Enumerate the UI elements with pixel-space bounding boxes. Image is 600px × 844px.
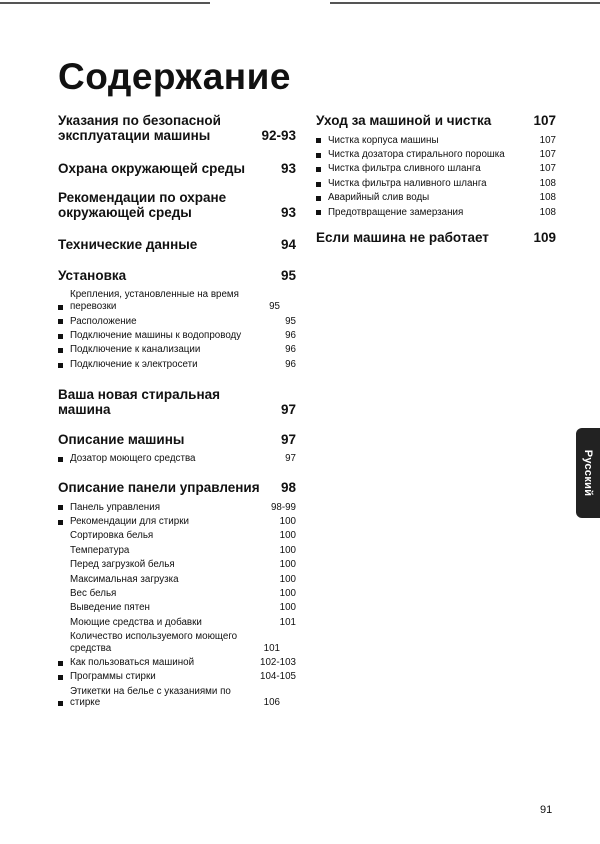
toc-item (316, 190, 556, 204)
toc-item-list (58, 451, 296, 465)
bullet-spacer (58, 557, 70, 571)
bullet-square-icon (316, 146, 328, 160)
toc-item (58, 313, 296, 327)
bullet-spacer (58, 628, 70, 654)
toc-item-page: 102-103 (260, 657, 296, 669)
toc-item (316, 175, 556, 189)
bullet-square-icon (316, 190, 328, 204)
toc-right-column (316, 113, 556, 245)
toc-item-text: Программы стирки (70, 671, 156, 683)
toc-item-text: Как пользоваться машиной (70, 657, 195, 669)
toc-item-page: 100 (279, 530, 296, 542)
bullet-square-icon (58, 683, 70, 709)
toc-item (58, 451, 296, 465)
toc-item-page: 101 (263, 642, 280, 654)
toc-item-page: 100 (279, 602, 296, 614)
bullet-spacer (58, 600, 70, 614)
toc-section-page: 107 (533, 113, 556, 128)
toc-section-page: 109 (533, 230, 556, 246)
bullet-square-icon (58, 654, 70, 668)
toc-section-title: Если машина не работает (316, 230, 489, 246)
bullet-square-icon (316, 175, 328, 189)
toc-section-page: 98 (280, 479, 296, 495)
toc-item-page: 101 (279, 616, 296, 628)
toc-item-text: Подключение к канализации (70, 344, 201, 356)
bullet-square-icon (58, 287, 70, 313)
toc-item-page: 100 (279, 573, 296, 585)
toc-item-page: 106 (263, 697, 280, 709)
toc-section-title: Установка (58, 268, 127, 283)
language-tab (576, 428, 600, 518)
toc-section (316, 113, 556, 128)
toc-section (58, 237, 296, 252)
toc-section (58, 268, 296, 283)
toc-section (58, 480, 296, 495)
toc-item-page: 108 (539, 192, 556, 204)
toc-item-text: Перед загрузкой белья (70, 559, 175, 571)
top-rule-left (0, 2, 210, 4)
bullet-square-icon (58, 313, 70, 327)
toc-left-column (58, 113, 296, 709)
toc-item-text: Чистка дозатора стирального порошка (328, 148, 505, 160)
toc-item (58, 499, 296, 513)
toc-item (316, 146, 556, 160)
bullet-spacer (58, 542, 70, 556)
toc-item (58, 571, 296, 585)
toc-item-page: 95 (285, 315, 296, 327)
toc-item-page: 97 (285, 453, 296, 465)
toc-item-text: Дозатор моющего средства (70, 453, 196, 465)
bullet-square-icon (58, 669, 70, 683)
toc-section (58, 113, 296, 143)
bullet-square-icon (58, 513, 70, 527)
bullet-square-icon (316, 132, 328, 146)
toc-item-text: Чистка фильтра наливного шланга (328, 177, 487, 189)
toc-item (316, 204, 556, 218)
bullet-square-icon (58, 342, 70, 356)
bullet-spacer (58, 614, 70, 628)
toc-item-text: Панель управления (70, 501, 160, 513)
toc-item-page: 107 (539, 163, 556, 175)
toc-section-title: Указания по безопасной эксплуатации машины (58, 113, 221, 143)
toc-item (58, 628, 296, 654)
toc-item-text: Температура (70, 544, 130, 556)
toc-item-page: 107 (539, 148, 556, 160)
toc-item-text: Моющие средства и добавки (70, 616, 202, 628)
toc-item (58, 557, 296, 571)
bullet-square-icon (58, 499, 70, 513)
bullet-spacer (58, 585, 70, 599)
toc-item-text: Сортировка белья (70, 530, 154, 542)
toc-item-page: 95 (269, 301, 280, 313)
toc-item-text: Подключение к электросети (70, 358, 198, 370)
toc-item-page: 100 (279, 587, 296, 599)
toc-section-title: Уход за машиной и чистка (316, 113, 492, 128)
toc-item-text: Вес белья (70, 587, 117, 599)
toc-section-page: 93 (280, 161, 296, 176)
toc-item-page: 100 (279, 559, 296, 571)
toc-item-text: Рекомендации для стирки (70, 515, 189, 527)
toc-item-text: Выведение пятен (70, 602, 150, 614)
toc-item (58, 542, 296, 556)
toc-section (316, 230, 556, 245)
toc-item (58, 683, 296, 709)
toc-item-text: Предотвращение замерзания (328, 206, 464, 218)
toc-item-text: Подключение машины к водопроводу (70, 329, 242, 341)
toc-item (58, 513, 296, 527)
toc-item-page: 96 (285, 344, 296, 356)
toc-section-title: Технические данные (58, 237, 198, 252)
toc-item (316, 161, 556, 175)
language-tab-label: Русский (582, 449, 594, 497)
toc-item-text: Аварийный слив воды (328, 192, 430, 204)
toc-item (58, 585, 296, 599)
toc-item (58, 327, 296, 341)
toc-section-page: 94 (280, 237, 296, 252)
toc-item-page: 107 (539, 134, 556, 146)
toc-item (58, 614, 296, 628)
toc-item-page: 108 (539, 177, 556, 189)
toc-item-page: 100 (279, 515, 296, 527)
toc-item-page: 100 (279, 544, 296, 556)
toc-item-text: Количество используемого моющего средства (70, 630, 238, 654)
toc-item-text: Чистка фильтра сливного шланга (328, 163, 481, 175)
toc-section-title: Охрана окружающей среды (58, 161, 246, 176)
toc-item-list (58, 287, 296, 371)
toc-item-page: 104-105 (260, 671, 296, 683)
bullet-square-icon (316, 161, 328, 175)
bullet-spacer (58, 571, 70, 585)
toc-item-page: 98-99 (270, 501, 296, 513)
toc-item (58, 600, 296, 614)
toc-section-title: Рекомендации по охране окружающей среды (58, 190, 227, 220)
toc-section-page: 93 (280, 205, 296, 220)
toc-item-text: Крепления, установленные на время перевозки (70, 289, 239, 313)
page-number: 91 (540, 804, 553, 816)
toc-section (58, 190, 296, 220)
toc-item (58, 528, 296, 542)
toc-item-page: 96 (285, 358, 296, 370)
toc-item (58, 356, 296, 370)
toc-item-text: Этикетки на белье с указаниями по стирке (70, 685, 231, 709)
toc-section-page: 95 (280, 268, 296, 283)
toc-section (58, 161, 296, 176)
toc-section-title: Описание машины (58, 431, 185, 447)
bullet-spacer (58, 528, 70, 542)
bullet-square-icon (58, 327, 70, 341)
toc-item-text: Максимальная загрузка (70, 573, 179, 585)
toc-section-title: Описание панели управления (58, 479, 260, 495)
top-rule-right (330, 2, 600, 4)
toc-section (58, 432, 296, 447)
toc-section-page: 92-93 (261, 128, 296, 143)
toc-item-list (316, 132, 556, 218)
bullet-square-icon (58, 451, 70, 465)
toc-section-page: 97 (280, 401, 296, 417)
bullet-square-icon (316, 204, 328, 218)
toc-section (58, 387, 296, 417)
toc-item (316, 132, 556, 146)
toc-item (58, 654, 296, 668)
toc-item (58, 287, 296, 313)
toc-item-text: Чистка корпуса машины (328, 134, 439, 146)
toc-item-page: 96 (285, 329, 296, 341)
toc-item (58, 342, 296, 356)
bullet-square-icon (58, 356, 70, 370)
toc-item-text: Расположение (70, 315, 137, 327)
page-title: Содержание (58, 56, 291, 97)
toc-item (58, 669, 296, 683)
toc-item-list (58, 499, 296, 709)
toc-item-page: 108 (539, 206, 556, 218)
toc-section-page: 97 (280, 431, 296, 447)
toc-section-title: Ваша новая стиральная машина (58, 386, 221, 417)
